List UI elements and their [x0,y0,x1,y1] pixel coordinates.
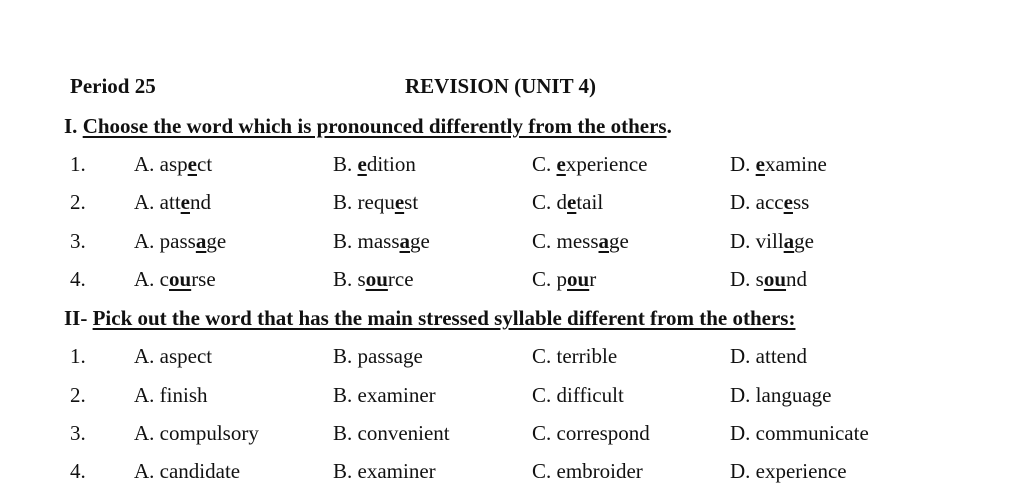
highlighted-letters: ou [365,267,388,291]
section-2-row-4 [0,459,1024,489]
highlighted-letters: a [195,229,207,253]
option-c: C. detail [532,190,604,214]
question-number: 4. [70,267,86,291]
highlighted-letters: a [783,229,795,253]
option-a: A. attend [134,190,211,214]
option-d: D. examine [730,152,827,176]
highlighted-letters: ou [763,267,787,291]
section-1-row-2 [0,190,1024,220]
option-b: B. examiner [333,383,436,407]
question-number: 1. [70,152,86,176]
question-number: 2. [70,190,86,214]
option-c: C. embroider [532,459,643,483]
section-2-row-2 [0,383,1024,413]
section-1-instruction: Choose the word which is pronounced differently from the others [82,114,667,138]
option-c: C. message [532,229,629,253]
period-label: Period 25 [70,74,156,98]
highlighted-letters: a [399,229,411,253]
section-1-row-1 [0,152,1024,182]
option-b: B. convenient [333,421,450,445]
option-c: C. correspond [532,421,650,445]
option-c: C. experience [532,152,648,176]
option-c: C. difficult [532,383,624,407]
option-d: D. communicate [730,421,869,445]
option-a: A. course [134,267,216,291]
option-d: D. sound [730,267,808,291]
option-d: D. language [730,383,832,407]
section-1-row-3 [0,229,1024,259]
highlighted-letters: ou [169,267,192,291]
option-a: A. aspect [134,344,213,368]
section-2-row-3 [0,421,1024,451]
option-b: B. examiner [333,459,436,483]
question-number: 4. [70,459,86,483]
highlighted-letters: e [357,152,367,176]
highlighted-letters: ou [567,267,590,291]
highlighted-letters: e [180,190,190,214]
option-b: B. edition [333,152,416,176]
highlighted-letters: e [783,190,793,214]
section-2-instruction: Pick out the word that has the main stressed syllable different from the others: [92,306,796,330]
option-d: D. access [730,190,810,214]
question-number: 2. [70,383,86,407]
highlighted-letters: e [394,190,405,214]
question-number: 3. [70,421,86,445]
highlighted-letters: e [187,152,197,176]
option-b: B. passage [333,344,423,368]
option-c: C. terrible [532,344,618,368]
section-2-title [64,306,795,331]
option-d: D. attend [730,344,807,368]
section-1-suffix: . [666,114,672,138]
highlighted-letters: e [755,152,765,176]
section-2-row-1 [0,344,1024,374]
option-a: A. passage [134,229,227,253]
question-number: 3. [70,229,86,253]
option-b: B. massage [333,229,430,253]
section-2-prefix: II- [64,306,93,330]
section-1-title [64,114,672,139]
option-c: C. pour [532,267,597,291]
section-1-row-4 [0,267,1024,297]
highlighted-letters: e [556,152,566,176]
page-title: REVISION (UNIT 4) [405,74,596,98]
option-a: A. aspect [134,152,213,176]
option-d: D. experience [730,459,847,483]
highlighted-letters: a [598,229,610,253]
option-b: B. request [333,190,419,214]
highlighted-letters: e [567,190,577,214]
option-a: A. candidate [134,459,241,483]
question-number: 1. [70,344,86,368]
section-1-prefix: I. [64,114,83,138]
option-b: B. source [333,267,414,291]
option-a: A. finish [134,383,208,407]
option-a: A. compulsory [134,421,259,445]
option-d: D. village [730,229,814,253]
